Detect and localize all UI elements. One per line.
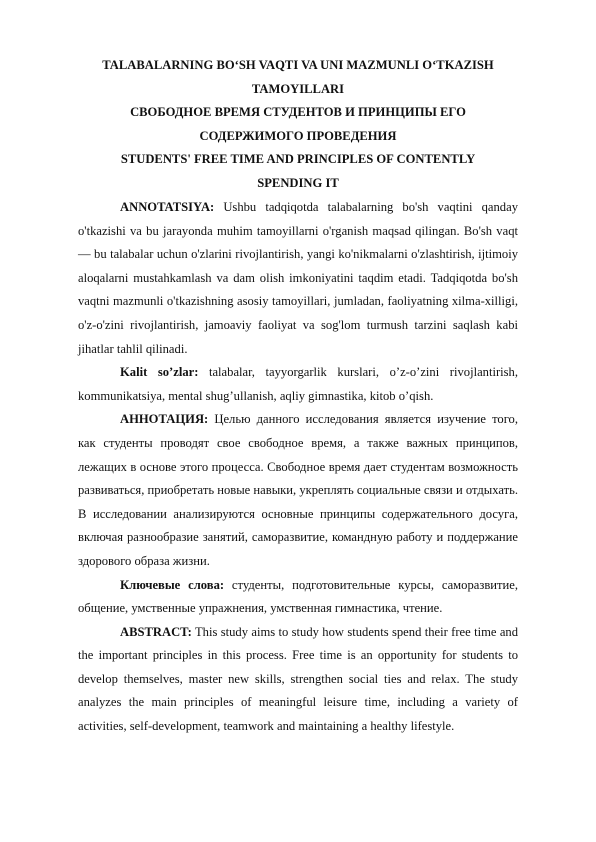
- abstract-en-text: This study aims to study how students spend their free time and the important principles in this process. Free time is an opportunity for students to develop themselves, master new skills, strengthen social ties and relax. The study analyzes the main principles of meaningful leisure time, including a variety of activities, self-development, teamwork and maintaining a healthy lifestyle.: [78, 624, 518, 734]
- title-uz-line-1: TALABALARNING BO‘SH VAQTI VA UNI MAZMUNLI O‘TKAZISH: [102, 58, 494, 72]
- keywords-ru-label: Ключевые слова:: [120, 577, 225, 592]
- annotation-ru-text: Целью данного исследования является изучение того, как студенты проводят свое свободное время, а также важных принципов, лежащих в основе этого процесса. Свободное время дает студентам возможность развиваться, приобретать новые навыки, укреплять социальные связи и отдыхать. В исследовании анализируются основные принципы содержательного досуга, включая разнообразие занятий, саморазвитие, командную работу и поддержание здорового образа жизни.: [78, 412, 518, 568]
- title-en-line-2: SPENDING IT: [257, 175, 339, 190]
- abstract-en-paragraph: [78, 621, 518, 739]
- annotation-uz-label: ANNOTATSIYA:: [120, 200, 215, 214]
- annotation-uz-text: Ushbu tadqiqotda talabalarning bo'sh vaqtini qanday o'tkazishi va bu jarayonda muhim tamoyillarni o'rganish maqsad qilingan. Bo'sh vaqt — bu talabalar uchun o'zlarini rivojlantirish, yangi ko'nikmalarni o'zlashtirish, ijtimoiy aloqalarni mustahkamlash va dam olish imkoniyatini taqdim etadi. Tadqiqotda bo'sh vaqtni mazmunli o'tkazishning asosiy tamoyillari, jumladan, faoliyatning xilma-xilligi, o'z-o'zini rivojlantirish, jamoaviy faoliyat va sog'lom turmush tarzini saqlash kabi jihatlar tahlil qilinadi.: [78, 200, 518, 356]
- keywords-uz-label: Kalit so’zlar:: [120, 365, 199, 380]
- title-ru-line-2: СОДЕРЖИМОГО ПРОВЕДЕНИЯ: [199, 128, 397, 143]
- keywords-ru-text: студенты, подготовительные курсы, саморазвитие, общение, умственные упражнения, умственная гимнастика, чтение.: [78, 577, 518, 616]
- keywords-uz-paragraph: [78, 361, 518, 408]
- annotation-ru-paragraph: [78, 408, 518, 573]
- keywords-ru-paragraph: [78, 574, 518, 621]
- keywords-uz-text: talabalar, tayyorgarlik kurslari, o’z-o’zini rivojlantirish, kommunikatsiya, mental shug’ullanish, aqliy gimnastika, kitob o’qish.: [78, 365, 518, 403]
- title-ru-line-1: СВОБОДНОЕ ВРЕМЯ СТУДЕНТОВ И ПРИНЦИПЫ ЕГО: [130, 105, 466, 120]
- title-en-line-1: STUDENTS' FREE TIME AND PRINCIPLES OF CONTENTLY: [120, 152, 476, 167]
- annotation-uz-paragraph: [78, 196, 518, 361]
- title-block: [78, 54, 518, 196]
- title-uz-line-2: TAMOYILLARI: [251, 81, 345, 96]
- annotation-ru-label: АННОТАЦИЯ:: [120, 412, 209, 427]
- abstract-en-label: ABSTRACT:: [120, 624, 192, 639]
- abstract-body: [78, 196, 518, 739]
